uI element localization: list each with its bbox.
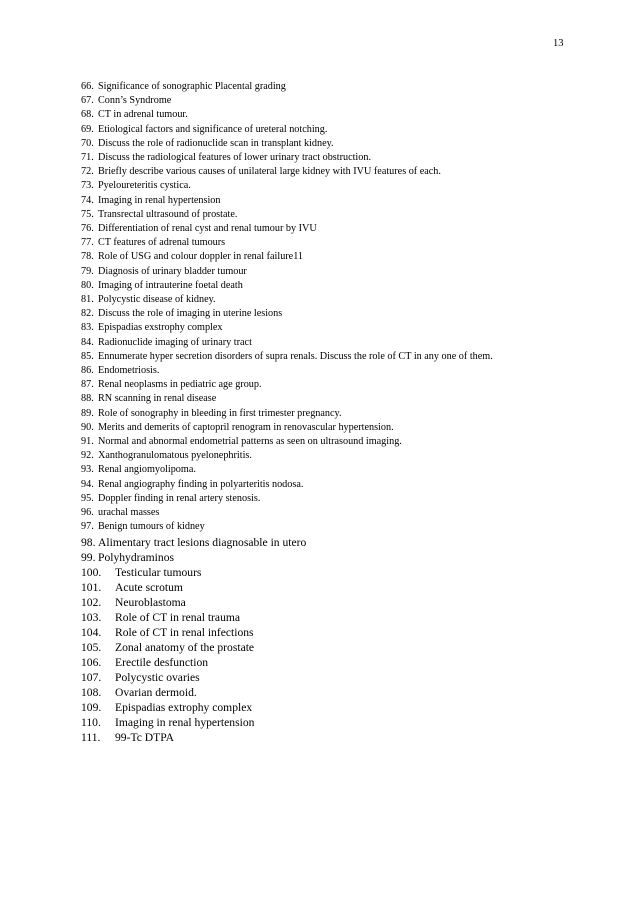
item-text: Alimentary tract lesions diagnosable in utero [98,535,307,549]
list-item [81,478,561,492]
list-item [81,715,561,730]
list-item [81,595,561,610]
list-item [81,222,561,236]
item-text: Renal neoplasms in pediatric age group. [98,379,262,391]
list-item [81,179,561,193]
item-text: Zonal anatomy of the prostate [115,640,255,654]
item-text: Pyeloureteritis cystica. [98,180,191,192]
item-text: Etiological factors and significance of ureteral notching. [98,123,328,135]
item-number: 87. [81,379,94,391]
item-text: Ennumerate hyper secretion disorders of supra renals. Discuss the role of CT in any one of them. [98,350,493,362]
list-item [81,492,561,506]
item-number: 104. [81,625,102,639]
list-item [81,421,561,435]
list-item [81,535,561,550]
item-number: 76. [81,223,94,235]
item-text: Normal and abnormal endometrial patterns as seen on ultrasound imaging. [98,436,402,448]
item-text: RN scanning in renal disease [98,393,217,405]
item-text: Discuss the radiological features of lower urinary tract obstruction. [98,152,371,164]
item-text: Role of CT in renal trauma [115,610,241,624]
item-number: 109. [81,700,102,714]
item-text: Epispadias exstrophy complex [98,322,223,334]
item-number: 80. [81,279,94,291]
item-number: 99. [81,550,96,564]
question-list [81,80,561,745]
item-number: 84. [81,336,94,348]
item-number: 90. [81,421,94,433]
item-number: 70. [81,137,94,149]
item-text: Merits and demerits of captopril renogram in renovascular hypertension. [98,421,394,433]
list-item [81,208,561,222]
item-text: Transrectal ultrasound of prostate. [98,208,238,220]
list-item [81,151,561,165]
list-item [81,350,561,364]
item-number: 69. [81,123,94,135]
item-text: Polycystic ovaries [115,670,200,684]
list-item [81,435,561,449]
list-item [81,279,561,293]
list-item [81,700,561,715]
item-number: 106. [81,655,102,669]
item-text: 99-Tc DTPA [115,730,174,744]
item-number: 95. [81,492,94,504]
list-item [81,520,561,534]
item-text: Role of CT in renal infections [115,625,254,639]
item-text: Significance of sonographic Placental grading [98,81,286,92]
item-number: 83. [81,322,94,334]
item-text: Endometriosis. [98,365,160,377]
item-number: 107. [81,670,102,684]
list-item [81,80,561,94]
item-number: 89. [81,407,94,419]
item-text: Xanthogranulomatous pyelonephritis. [98,450,252,462]
item-number: 82. [81,308,94,320]
item-number: 72. [81,166,94,178]
item-text: Radionuclide imaging of urinary tract [98,336,252,348]
item-number: 111. [81,730,101,744]
item-number: 108. [81,685,102,699]
list-item [81,336,561,350]
item-number: 94. [81,478,94,490]
list-item [81,655,561,670]
item-number: 85. [81,350,94,362]
list-item [81,565,561,580]
item-text: urachal masses [98,507,160,519]
list-item [81,321,561,335]
item-number: 66. [81,81,94,92]
item-number: 68. [81,109,94,121]
item-number: 77. [81,237,94,249]
item-text: Renal angiography finding in polyarteritis nodosa. [98,478,304,490]
item-number: 78. [81,251,94,263]
item-text: Ovarian dermoid. [115,685,197,699]
list-item [81,307,561,321]
item-text: Diagnosis of urinary bladder tumour [98,265,247,277]
list-item [81,293,561,307]
item-number: 103. [81,610,102,624]
item-number: 98. [81,535,96,549]
list-item [81,364,561,378]
item-number: 100. [81,565,102,579]
list-item [81,265,561,279]
item-number: 93. [81,464,94,476]
item-text: Polyhydraminos [98,550,175,564]
list-item [81,94,561,108]
list-item [81,407,561,421]
item-text: Imaging of intrauterine foetal death [98,279,243,291]
item-number: 86. [81,365,94,377]
item-number: 73. [81,180,94,192]
list-item [81,108,561,122]
list-item [81,392,561,406]
list-item [81,610,561,625]
list-item [81,580,561,595]
item-text: CT features of adrenal tumours [98,237,226,249]
item-text: Renal angiomyolipoma. [98,464,196,476]
item-number: 67. [81,95,94,107]
item-number: 88. [81,393,94,405]
item-text: Conn’s Syndrome [98,95,172,107]
item-text: Role of sonography in bleeding in first trimester pregnancy. [98,407,342,419]
page-number: 13 [553,38,564,49]
item-number: 71. [81,152,94,164]
item-text: Polycystic disease of kidney. [98,294,216,306]
list-item [81,463,561,477]
item-number: 81. [81,294,94,306]
item-text: Epispadias extrophy complex [115,700,253,714]
item-number: 92. [81,450,94,462]
item-text: Neuroblastoma [115,595,186,609]
list-item [81,236,561,250]
item-number: 102. [81,595,102,609]
list-item [81,137,561,151]
list-item [81,250,561,264]
item-text: Testicular tumours [115,565,202,579]
list-item [81,506,561,520]
item-number: 74. [81,194,94,206]
item-text: Role of USG and colour doppler in renal failure11 [98,251,304,263]
list-item [81,640,561,655]
list-item [81,685,561,700]
list-item [81,449,561,463]
item-text: Erectile desfunction [115,655,209,669]
item-number: 75. [81,208,94,220]
item-text: Doppler finding in renal artery stenosis. [98,492,261,504]
item-text: Differentiation of renal cyst and renal tumour by IVU [98,223,317,235]
list-item [81,123,561,137]
item-text: Benign tumours of kidney [98,521,205,533]
list-item [81,625,561,640]
list-item [81,165,561,179]
item-text: Briefly describe various causes of unilateral large kidney with IVU features of each. [98,166,441,178]
list-item [81,194,561,208]
item-text: Imaging in renal hypertension [115,715,255,729]
item-number: 91. [81,436,94,448]
list-item [81,730,561,745]
list-item [81,378,561,392]
item-text: CT in adrenal tumour. [98,109,188,121]
item-text: Acute scrotum [115,580,183,594]
item-number: 110. [81,715,101,729]
item-number: 101. [81,580,102,594]
item-text: Discuss the role of imaging in uterine lesions [98,308,283,320]
item-number: 105. [81,640,102,654]
item-number: 97. [81,521,94,533]
item-number: 96. [81,507,94,519]
list-item [81,670,561,685]
list-item [81,550,561,565]
item-text: Imaging in renal hypertension [98,194,221,206]
item-number: 79. [81,265,94,277]
item-text: Discuss the role of radionuclide scan in transplant kidney. [98,137,334,149]
